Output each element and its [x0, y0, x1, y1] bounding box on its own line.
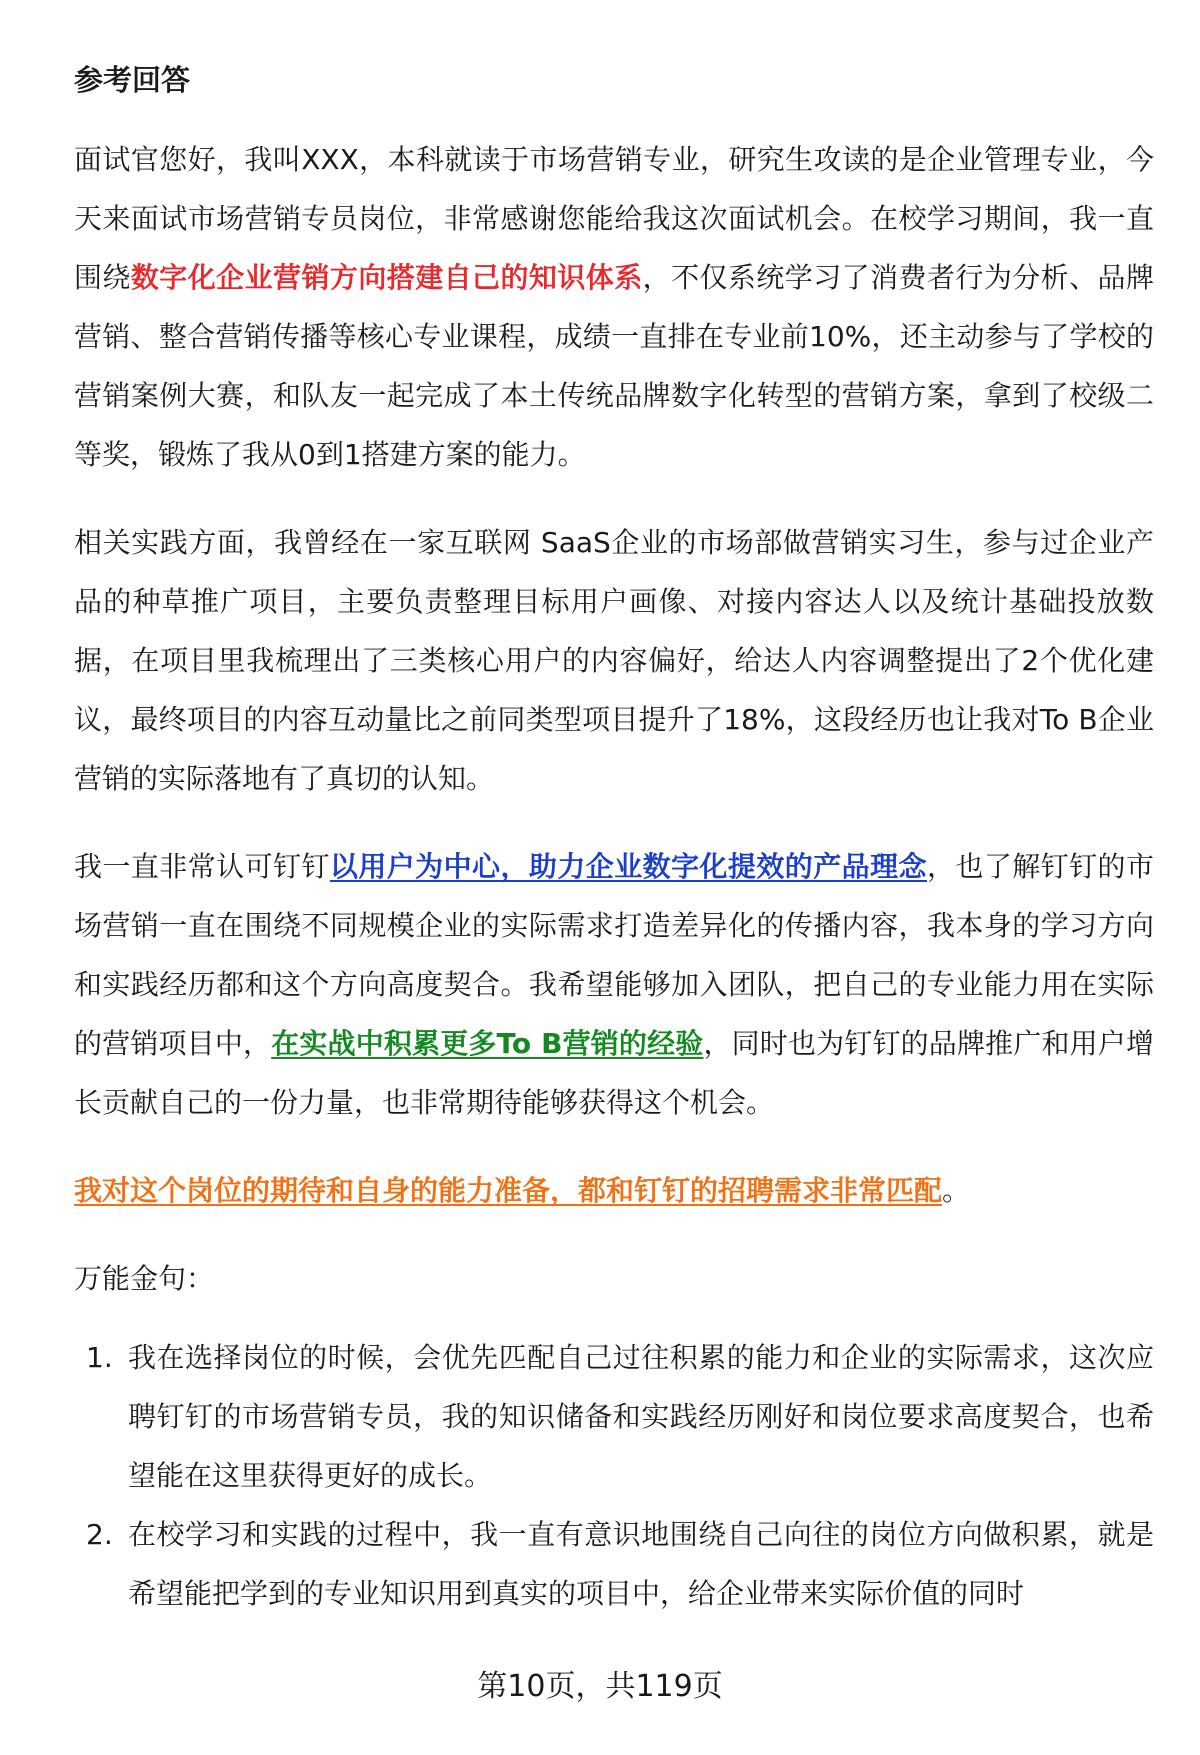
highlight-tob-experience: 在实战中积累更多To B营销的经验 — [271, 1027, 704, 1060]
intro-text-b: ，不仅系统学习了消费者行为分析、品牌营销、整合营销传播等核心专业课程，成绩一直排在专业前10%，还主动参与了学校的营销案例大赛，和队友一起完成了本土传统品牌数字化转型的营销方案，拿到了校级二等奖，锻炼了我从0到1搭建方案的能力。 — [74, 261, 1154, 471]
motivation-text-a: 我一直非常认可钉钉 — [74, 850, 330, 883]
paragraph-motivation — [74, 837, 1154, 1132]
list-item — [74, 1328, 1154, 1505]
list-item-number: 1. — [86, 1341, 113, 1374]
summary-end: 。 — [942, 1174, 971, 1207]
page-footer: 第10页，共119页 — [477, 1669, 723, 1704]
motivation-text-b: ，也了解钉钉的市场营销一直在围绕不同规模企业的实际需求打造差异化的传播内容，我本身的学习方向和实践经历都和这个方向高度契合。我希望能够加入团队，把自己的专业能力用在实际的营销项目中， — [74, 850, 1154, 1060]
section-heading: 参考回答 — [74, 63, 191, 97]
list-item-number: 2. — [86, 1518, 113, 1551]
paragraph-practice: 相关实践方面，我曾经在一家互联网 SaaS企业的市场部做营销实习生，参与过企业产品的种草推广项目，主要负责整理目标用户画像、对接内容达人以及统计基础投放数据，在项目里我梳理出了三类核心用户的内容偏好，给达人内容调整提出了2个优化建议，最终项目的内容互动量比之前同类型项目提升了18%，这段经历也让我对To B企业营销的实际落地有了真切的认知。 — [74, 526, 1154, 795]
list-item — [74, 1505, 1154, 1623]
golden-sentences-title: 万能金句： — [74, 1262, 215, 1295]
highlight-knowledge-system: 数字化企业营销方向搭建自己的知识体系 — [130, 261, 643, 294]
paragraph-summary — [74, 1161, 1154, 1220]
list-item-text: 我在选择岗位的时候，会优先匹配自己过往积累的能力和企业的实际需求，这次应聘钉钉的市场营销专员，我的知识储备和实践经历刚好和岗位要求高度契合，也希望能在这里获得更好的成长。 — [128, 1341, 1154, 1492]
highlight-summary: 我对这个岗位的期待和自身的能力准备，都和钉钉的招聘需求非常匹配 — [74, 1174, 943, 1207]
golden-sentences-list — [74, 1328, 1154, 1623]
motivation-text-c: ，同时也为钉钉的品牌推广和用户增长贡献自己的一份力量，也非常期待能够获得这个机会。 — [74, 1027, 1154, 1119]
paragraph-intro — [74, 130, 1154, 484]
highlight-product-philosophy: 以用户为中心，助力企业数字化提效的产品理念 — [329, 850, 927, 883]
list-item-text: 在校学习和实践的过程中，我一直有意识地围绕自己向往的岗位方向做积累，就是希望能把学到的专业知识用到真实的项目中，给企业带来实际价值的同时 — [128, 1518, 1154, 1610]
document-content — [74, 58, 1154, 1623]
intro-text-a: 面试官您好，我叫XXX，本科就读于市场营销专业，研究生攻读的是企业管理专业，今天来面试市场营销专员岗位，非常感谢您能给我这次面试机会。在校学习期间，我一直围绕 — [74, 143, 1154, 294]
